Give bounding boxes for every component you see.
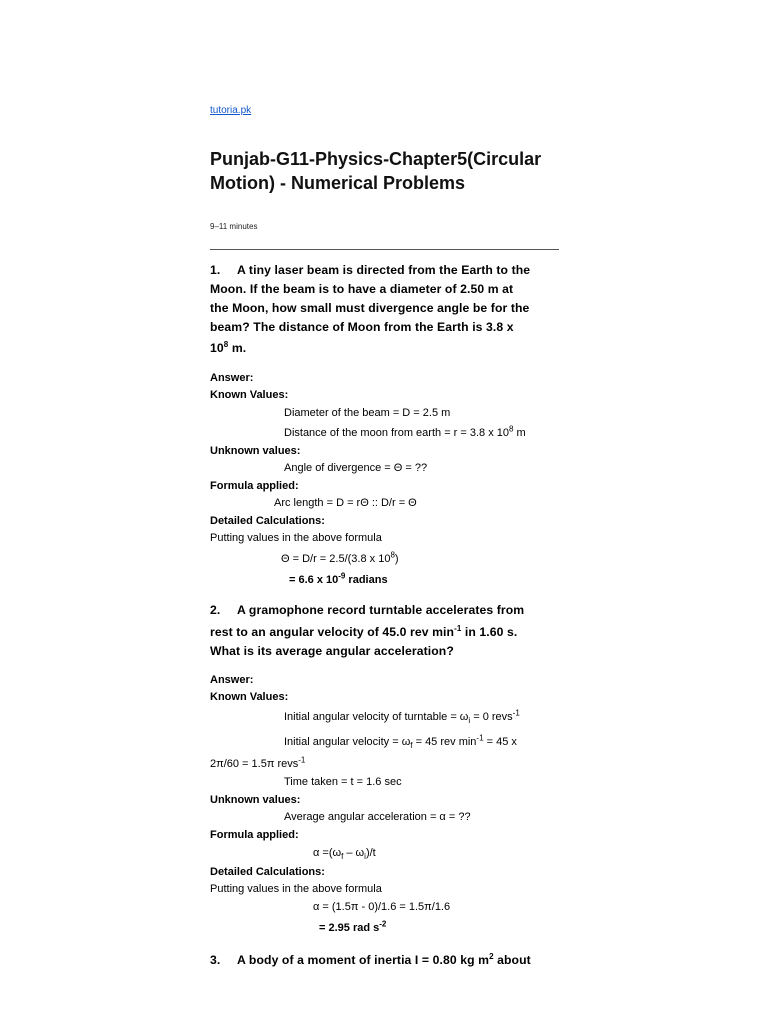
q2-k2-pre: Initial angular velocity = ω	[284, 736, 411, 748]
q1-unknown-1: Angle of divergence = Θ = ??	[284, 462, 428, 474]
q1-calc1-exp: 8	[390, 550, 395, 560]
q2-k3-exp: -1	[298, 755, 306, 765]
q2-formula	[313, 846, 376, 860]
q1-k2-post: m	[513, 427, 526, 439]
q2-l2-pre: rest to an angular velocity of 45.0 rev min	[210, 625, 455, 639]
q2-k1-sub: i	[468, 716, 471, 726]
source-link[interactable]: tutoria.pk	[210, 105, 252, 116]
q2-known-2	[284, 735, 517, 749]
q1-line-3: the Moon, how small must divergence angle be for the	[210, 301, 530, 315]
q2-answer-label: Answer:	[210, 674, 254, 686]
q1-line-4: beam? The distance of Moon from the Earth is 3.8 x	[210, 320, 514, 334]
q2-k1-mid: = 0 revs	[470, 711, 513, 723]
q1-known-label: Known Values:	[210, 389, 289, 401]
q2-k1-pre: Initial angular velocity of turntable = ω	[284, 711, 469, 723]
q3-l1-pre: A body of a moment of inertia I = 0.80 kg m	[237, 953, 490, 967]
q2-calc-2	[319, 921, 386, 935]
q1-base: 10	[210, 341, 224, 355]
q2-k2-sub: f	[410, 741, 413, 751]
q1-calc2-exp: -9	[338, 571, 346, 581]
q2-known-4: Time taken = t = 1.6 sec	[284, 776, 402, 788]
q1-calc2-post: radians	[345, 574, 388, 586]
q2-f-sub2: i	[364, 852, 366, 862]
q1-tail: m.	[228, 341, 247, 355]
q1-k2-pre: Distance of the moon from earth = r = 3.8 x 10	[284, 427, 510, 439]
q1-formula-label: Formula applied:	[210, 480, 299, 492]
q2-k2-mid: = 45 rev min	[412, 736, 477, 748]
q2-known-3	[210, 757, 305, 771]
q1-detailed-label: Detailed Calculations:	[210, 515, 325, 527]
q1-number: 1.	[210, 263, 221, 277]
divider	[210, 249, 559, 250]
q2-unknown-label: Unknown values:	[210, 794, 301, 806]
q1-unknown-label: Unknown values:	[210, 445, 301, 457]
q2-number: 2.	[210, 603, 221, 617]
q1-text-1: A tiny laser beam is directed from the Earth to the	[237, 263, 531, 277]
q2-k1-exp: -1	[512, 708, 520, 718]
page-title: Punjab-G11-Physics-Chapter5(Circular Motion) - Numerical Problems	[210, 149, 542, 193]
q1-exp: 8	[223, 339, 229, 349]
q1-calc-2	[289, 573, 388, 587]
q1-k2-exp: 8	[509, 424, 514, 434]
q1-line-5	[210, 339, 246, 358]
q2-unknown-1: Average angular acceleration = α = ??	[284, 811, 471, 823]
q2-f-mid: – ω	[343, 847, 365, 859]
q2-f-post: )/t	[365, 847, 376, 859]
q1-line-2: Moon. If the beam is to have a diameter of 2.50 m at	[210, 282, 514, 296]
q2-line-2	[210, 623, 517, 642]
q2-k2-post: = 45 x	[483, 736, 517, 748]
q2-putting: Putting values in the above formula	[210, 883, 382, 895]
q3-l1-post: about	[493, 953, 531, 967]
q2-calc-1: α = (1.5π - 0)/1.6 = 1.5π/1.6	[313, 901, 451, 913]
q1-formula: Arc length = D = rΘ :: D/r = Θ	[274, 497, 417, 509]
q1-line-1	[210, 261, 530, 280]
q1-answer-label: Answer:	[210, 372, 254, 384]
q2-k2-exp: -1	[476, 733, 484, 743]
q2-k3-pre: 2π/60 = 1.5π revs	[210, 758, 299, 770]
q2-formula-label: Formula applied:	[210, 829, 299, 841]
q1-calc1-pre: Θ = D/r = 2.5/(3.8 x 10	[281, 553, 391, 565]
read-time: 9–11 minutes	[210, 222, 258, 231]
q3-number: 3.	[210, 953, 221, 967]
q2-known-label: Known Values:	[210, 691, 289, 703]
q1-known-1: Diameter of the beam = D = 2.5 m	[284, 407, 451, 419]
q2-l2-post: in 1.60 s.	[461, 625, 518, 639]
q2-f-pre: α =(ω	[313, 847, 342, 859]
q1-calc2-pre: = 6.6 x 10	[289, 574, 339, 586]
q1-calc1-post: )	[394, 553, 399, 565]
q2-l2-exp: -1	[454, 623, 462, 633]
q1-calc-1	[281, 552, 399, 566]
q2-text-1: A gramophone record turntable accelerates from	[237, 603, 525, 617]
q3-l1-exp: 2	[489, 951, 494, 961]
q1-putting: Putting values in the above formula	[210, 532, 382, 544]
q2-known-1	[284, 710, 520, 724]
q2-detailed-label: Detailed Calculations:	[210, 866, 325, 878]
q1-known-2	[284, 426, 526, 440]
q2-calc2-pre: = 2.95 rad s	[319, 922, 380, 934]
q2-calc2-exp: -2	[379, 919, 387, 929]
q3-line-1	[210, 951, 531, 970]
q2-line-1	[210, 601, 524, 620]
q2-line-3: What is its average angular acceleration?	[210, 644, 454, 658]
q2-f-sub1: f	[341, 852, 344, 862]
